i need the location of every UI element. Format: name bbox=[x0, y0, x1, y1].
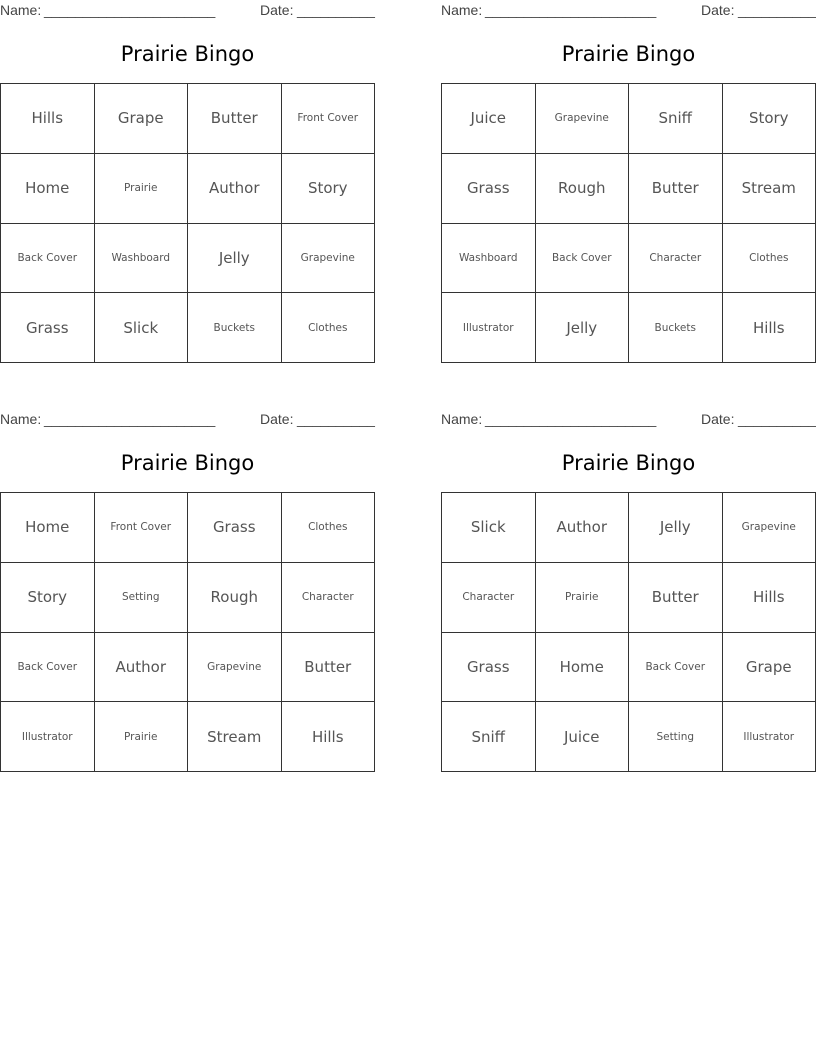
name-blank-line: ______________________ bbox=[485, 411, 657, 427]
bingo-cell: Back Cover bbox=[1, 633, 95, 703]
bingo-cell: Buckets bbox=[188, 293, 282, 363]
bingo-cell: Butter bbox=[188, 84, 282, 154]
bingo-cell: Hills bbox=[723, 293, 816, 363]
bingo-cell: Jelly bbox=[536, 293, 630, 363]
bingo-cell: Grass bbox=[1, 293, 95, 363]
bingo-card-4 bbox=[441, 409, 816, 773]
name-date-header bbox=[0, 411, 375, 429]
card-title: Prairie Bingo bbox=[120, 451, 255, 475]
bingo-cell: Hills bbox=[1, 84, 95, 154]
bingo-cell: Stream bbox=[723, 154, 816, 224]
name-blank-line: ______________________ bbox=[485, 2, 657, 18]
bingo-cell: Grass bbox=[442, 154, 536, 224]
bingo-cell: Washboard bbox=[442, 224, 536, 294]
bingo-grid bbox=[441, 83, 816, 363]
bingo-cell: Grass bbox=[442, 633, 536, 703]
bingo-cell: Front Cover bbox=[282, 84, 376, 154]
bingo-cell: Story bbox=[282, 154, 376, 224]
bingo-cell: Grapevine bbox=[188, 633, 282, 703]
bingo-cell: Character bbox=[282, 563, 376, 633]
bingo-cell: Illustrator bbox=[442, 293, 536, 363]
date-label: Date: bbox=[701, 411, 735, 427]
bingo-cell: Hills bbox=[282, 702, 376, 772]
bingo-cell: Butter bbox=[629, 563, 723, 633]
bingo-cell: Setting bbox=[95, 563, 189, 633]
card-title: Prairie Bingo bbox=[561, 42, 696, 66]
bingo-cell: Home bbox=[536, 633, 630, 703]
date-blank-line: __________ bbox=[297, 411, 375, 427]
bingo-cell: Clothes bbox=[282, 293, 376, 363]
bingo-grid bbox=[0, 83, 375, 363]
bingo-cell: Rough bbox=[536, 154, 630, 224]
bingo-cell: Jelly bbox=[188, 224, 282, 294]
bingo-cell: Grass bbox=[188, 493, 282, 563]
bingo-cell: Slick bbox=[95, 293, 189, 363]
bingo-cell: Clothes bbox=[723, 224, 816, 294]
name-date-header bbox=[441, 2, 816, 20]
bingo-cell: Setting bbox=[629, 702, 723, 772]
bingo-cell: Prairie bbox=[95, 702, 189, 772]
bingo-card-3 bbox=[0, 409, 375, 773]
date-label: Date: bbox=[701, 2, 735, 18]
bingo-cell: Grapevine bbox=[536, 84, 630, 154]
date-label: Date: bbox=[260, 411, 294, 427]
bingo-cell: Rough bbox=[188, 563, 282, 633]
bingo-cell: Story bbox=[1, 563, 95, 633]
bingo-cell: Home bbox=[1, 154, 95, 224]
bingo-cell: Juice bbox=[536, 702, 630, 772]
card-title: Prairie Bingo bbox=[120, 42, 255, 66]
bingo-cell: Grape bbox=[723, 633, 816, 703]
card-title: Prairie Bingo bbox=[561, 451, 696, 475]
bingo-cell: Hills bbox=[723, 563, 816, 633]
name-label: Name: bbox=[441, 2, 483, 18]
name-label: Name: bbox=[441, 411, 483, 427]
bingo-grid bbox=[441, 492, 816, 772]
bingo-cell: Story bbox=[723, 84, 816, 154]
bingo-cell: Author bbox=[95, 633, 189, 703]
bingo-cell: Prairie bbox=[536, 563, 630, 633]
name-blank-line: ______________________ bbox=[44, 2, 216, 18]
bingo-cell: Sniff bbox=[442, 702, 536, 772]
bingo-cell: Butter bbox=[282, 633, 376, 703]
bingo-cell: Prairie bbox=[95, 154, 189, 224]
bingo-cell: Home bbox=[1, 493, 95, 563]
date-label: Date: bbox=[260, 2, 294, 18]
bingo-cell: Back Cover bbox=[536, 224, 630, 294]
bingo-cell: Grapevine bbox=[282, 224, 376, 294]
bingo-cell: Grape bbox=[95, 84, 189, 154]
bingo-card-1 bbox=[0, 0, 375, 364]
name-label: Name: bbox=[0, 2, 42, 18]
bingo-cell: Back Cover bbox=[629, 633, 723, 703]
date-blank-line: __________ bbox=[297, 2, 375, 18]
bingo-cell: Back Cover bbox=[1, 224, 95, 294]
bingo-cell: Slick bbox=[442, 493, 536, 563]
bingo-cell: Stream bbox=[188, 702, 282, 772]
bingo-grid bbox=[0, 492, 375, 772]
bingo-cell: Illustrator bbox=[723, 702, 816, 772]
bingo-cell: Illustrator bbox=[1, 702, 95, 772]
bingo-cell: Washboard bbox=[95, 224, 189, 294]
bingo-cell: Sniff bbox=[629, 84, 723, 154]
bingo-cell: Jelly bbox=[629, 493, 723, 563]
bingo-cell: Grapevine bbox=[723, 493, 816, 563]
bingo-cell: Front Cover bbox=[95, 493, 189, 563]
name-date-header bbox=[441, 411, 816, 429]
bingo-cell: Clothes bbox=[282, 493, 376, 563]
bingo-cell: Juice bbox=[442, 84, 536, 154]
name-blank-line: ______________________ bbox=[44, 411, 216, 427]
name-label: Name: bbox=[0, 411, 42, 427]
bingo-card-2 bbox=[441, 0, 816, 364]
bingo-cell: Character bbox=[629, 224, 723, 294]
bingo-cell: Character bbox=[442, 563, 536, 633]
name-date-header bbox=[0, 2, 375, 20]
bingo-cell: Author bbox=[536, 493, 630, 563]
bingo-cell: Butter bbox=[629, 154, 723, 224]
bingo-cell: Buckets bbox=[629, 293, 723, 363]
bingo-cell: Author bbox=[188, 154, 282, 224]
date-blank-line: __________ bbox=[738, 411, 816, 427]
date-blank-line: __________ bbox=[738, 2, 816, 18]
